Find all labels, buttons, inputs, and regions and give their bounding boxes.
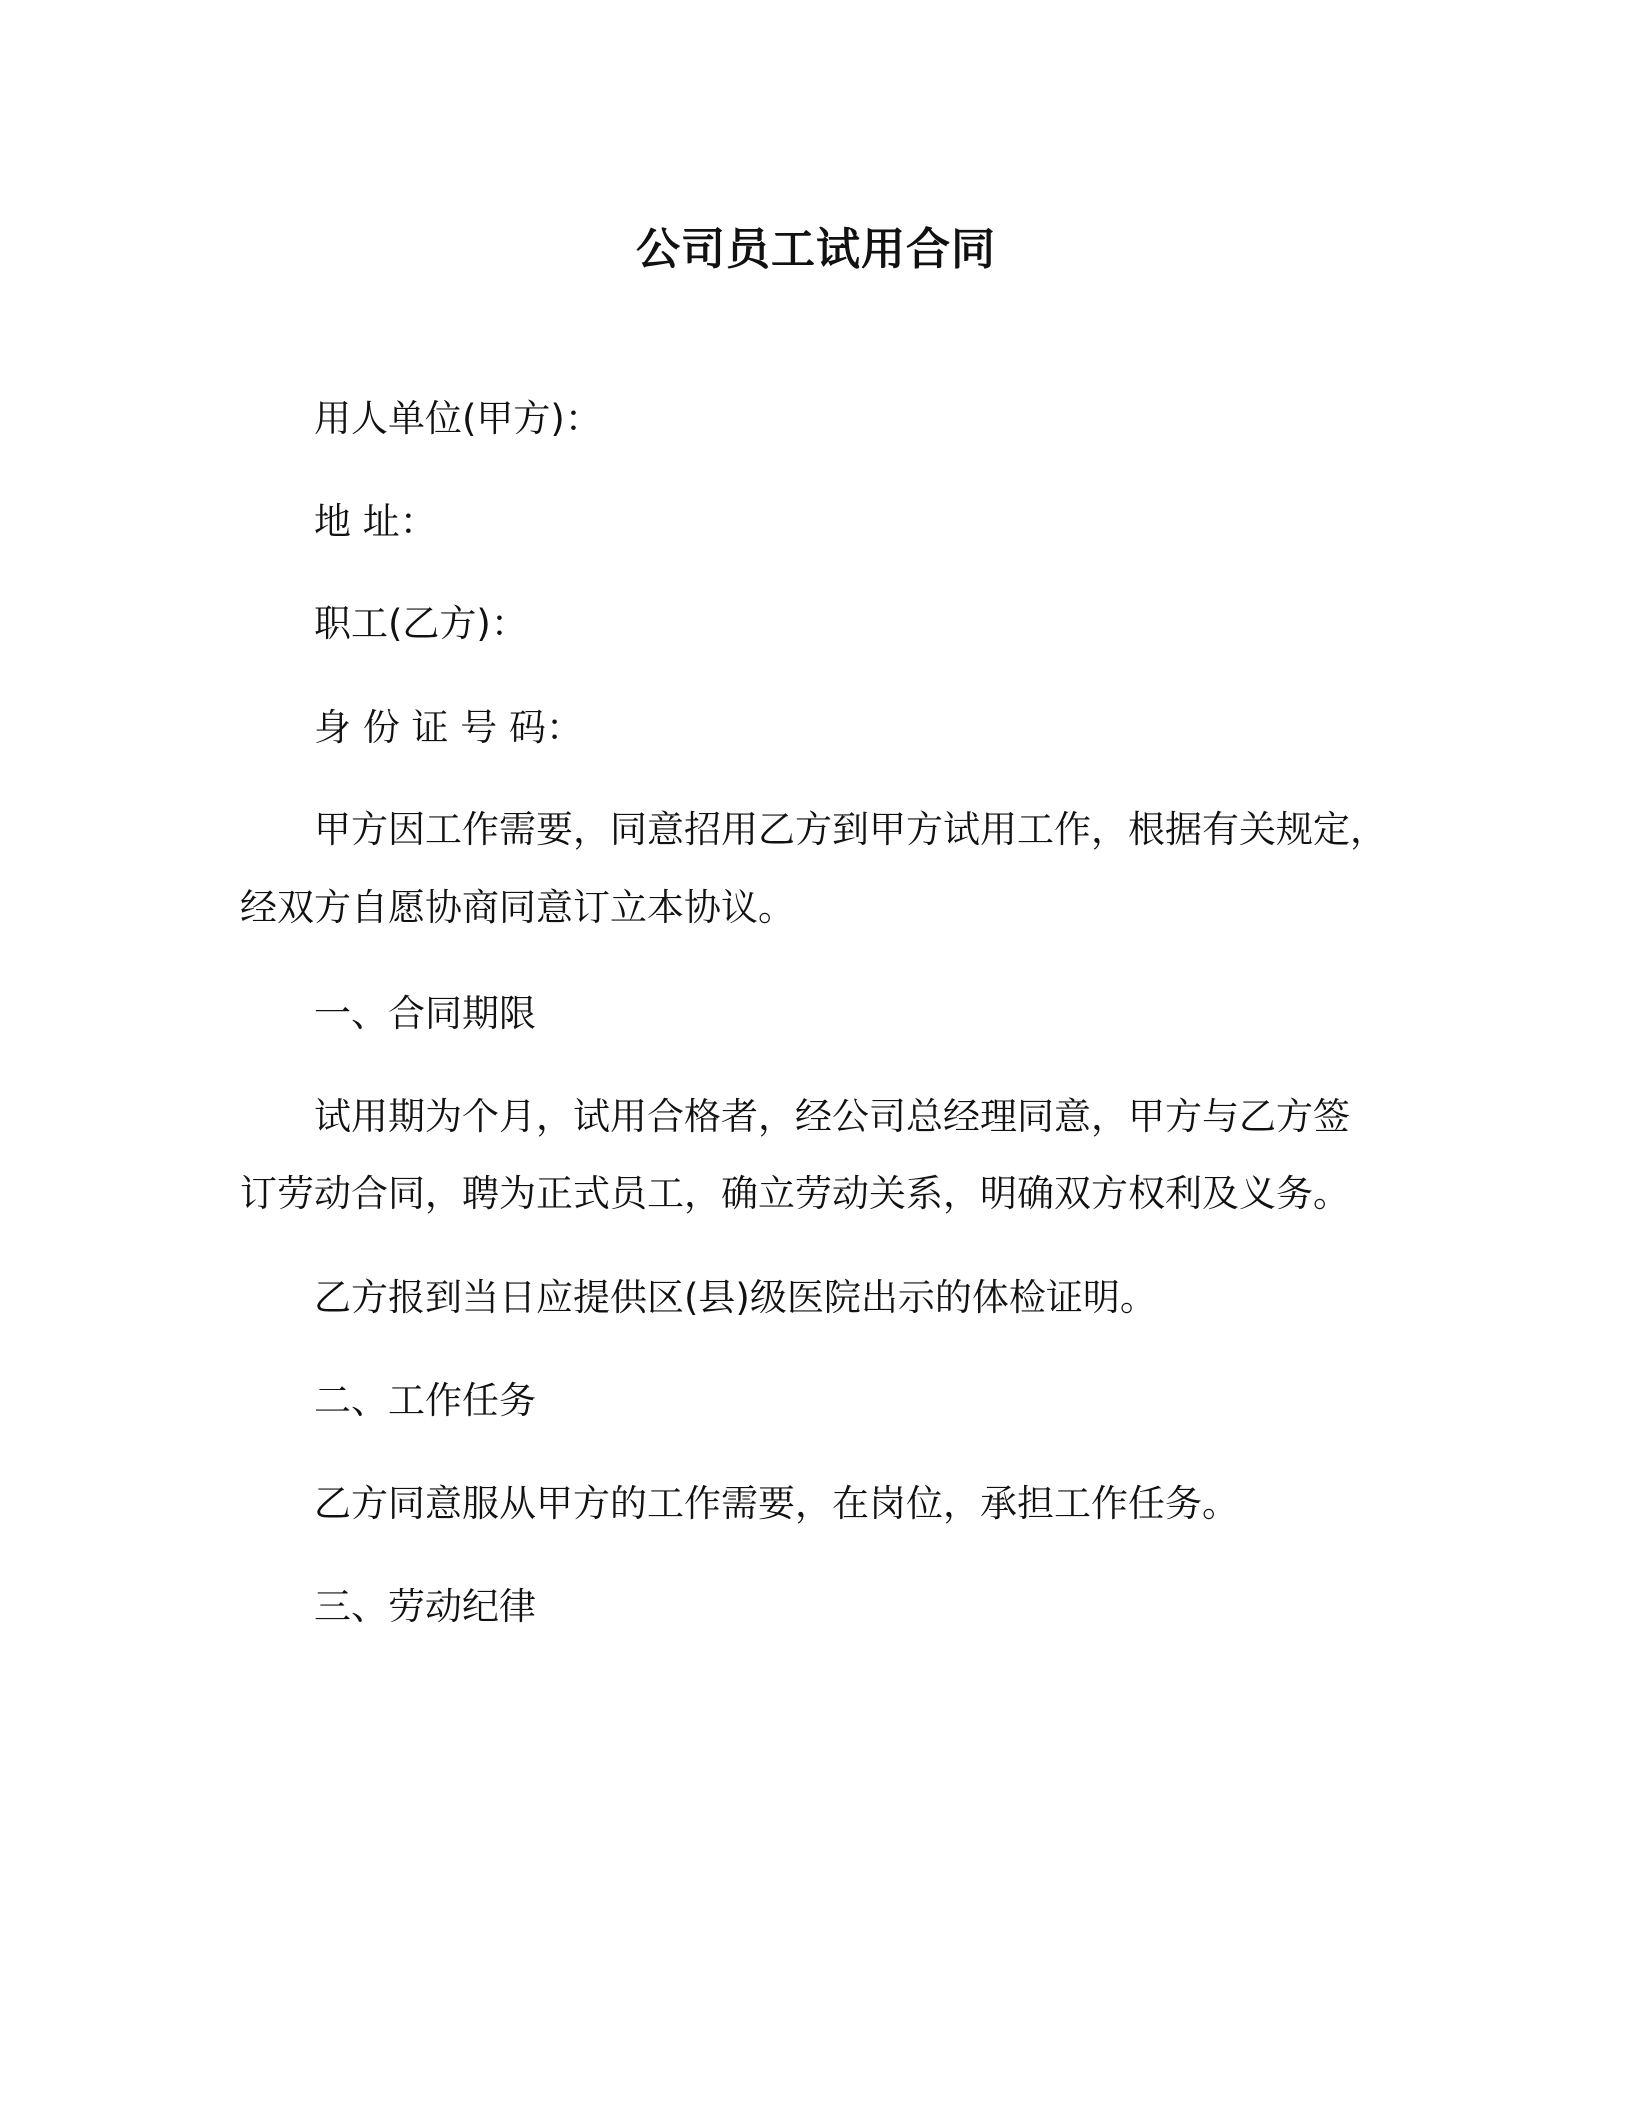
employee-field-label: 职工(乙方)： [314,602,528,645]
employer-field-label: 用人单位(甲方)： [314,397,602,440]
section-1-heading: 一、合同期限 [314,992,536,1035]
section-1-paragraph-line-1: 试用期为个月，试用合格者，经公司总经理同意，甲方与乙方签 [314,1095,1350,1138]
document-title: 公司员工试用合同 [636,224,996,275]
section-1-paragraph-line-2: 订劳动合同，聘为正式员工，确立劳动关系，明确双方权利及义务。 [240,1172,1350,1215]
intro-paragraph-line-1: 甲方因工作需要，同意招用乙方到甲方试用工作，根据有关规定， [314,808,1387,851]
address-field-label: 地 址： [314,500,437,543]
section-2-heading: 二、工作任务 [314,1379,536,1422]
section-1-paragraph-2: 乙方报到当日应提供区(县)级医院出示的体检证明。 [314,1276,1157,1319]
id-number-field-label: 身 份 证 号 码： [314,706,584,749]
intro-paragraph-line-2: 经双方自愿协商同意订立本协议。 [240,886,795,929]
section-3-heading: 三、劳动纪律 [314,1585,536,1628]
section-2-paragraph: 乙方同意服从甲方的工作需要，在岗位，承担工作任务。 [314,1482,1239,1525]
